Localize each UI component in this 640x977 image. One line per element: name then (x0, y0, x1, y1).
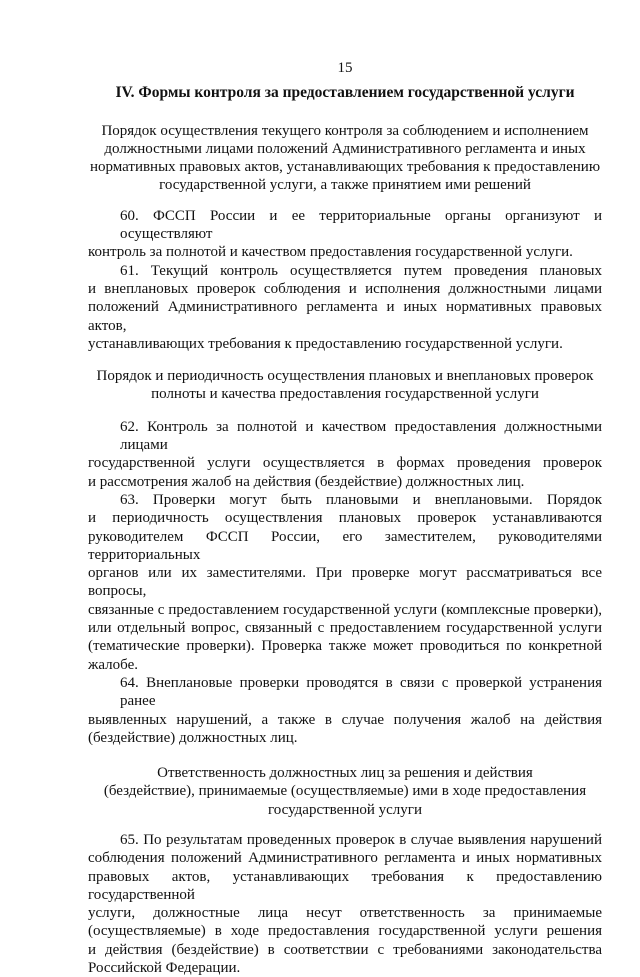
subheading-responsibility (88, 764, 602, 819)
subheading-line: государственной услуги, а также принятием ими решений (159, 177, 531, 194)
paragraph-line: 61. Текущий контроль осуществляется путем проведения плановых (120, 262, 602, 279)
paragraph-line: 64. Внеплановые проверки проводятся в связи с проверкой устранения ранее (120, 674, 602, 710)
subheading-line: нормативных правовых актов, устанавливающих требования к предоставлению (89, 159, 601, 176)
paragraph-line: связанные с предоставлением государственной услуги (комплексные проверки), (88, 601, 602, 618)
paragraph-line: (осуществляемые) в ходе предоставления государственной услуги решения (88, 923, 602, 940)
subheading-line: Порядок и периодичность осуществления плановых и внеплановых проверок (96, 368, 594, 385)
paragraph-60 (88, 207, 602, 262)
subheading-inspections (88, 367, 602, 404)
subheading-line: должностными лицами положений Административного регламента и иных (104, 140, 586, 157)
paragraph-line: (тематические проверки). Проверка также может проводиться по конкретной (88, 638, 602, 655)
paragraph-line: и внеплановых проверок соблюдения и исполнения должностными лицами (88, 280, 602, 297)
paragraph-line: руководителем ФССП России, его заместителем, руководителями территориальных (88, 528, 602, 563)
paragraph-64 (88, 674, 602, 747)
paragraph-line: и действия (бездействие) в соответствии с требованиями законодательства (88, 941, 602, 958)
paragraph-line: соблюдения положений Административного регламента и иных нормативных (88, 850, 602, 867)
paragraph-line: и рассмотрения жалоб на действия (бездействие) должностных лиц. (88, 473, 525, 490)
paragraph-line: положений Административного регламента и иных нормативных правовых актов, (88, 299, 602, 334)
paragraph-line: и периодичность осуществления плановых проверок устанавливаются (88, 510, 602, 527)
subheading-line: государственной услуги (268, 801, 422, 818)
paragraph-line: 65. По результатам проведенных проверок в случае выявления нарушений (120, 831, 602, 848)
paragraph-63 (88, 491, 602, 674)
paragraph-61 (88, 262, 602, 353)
paragraph-line: Российской Федерации. (88, 960, 241, 977)
paragraph-line: органов или их заместителями. При проверке могут рассматриваться все вопросы, (88, 565, 602, 600)
page-number: 15 (337, 60, 353, 76)
subheading-line: Ответственность должностных лиц за решения и действия (157, 765, 533, 782)
section-heading (88, 84, 602, 102)
paragraph-line: выявленных нарушений, а также в случае получения жалоб на действия (88, 711, 602, 728)
paragraph-line: или отдельный вопрос, связанный с предоставлением государственной услуги (88, 620, 602, 637)
paragraph-line: государственной услуги осуществляется в формах проведения проверок (88, 455, 602, 472)
paragraph-65 (88, 831, 602, 977)
heading-text: IV. Формы контроля за предоставлением государственной услуги (115, 84, 575, 102)
subheading-current-control (88, 122, 602, 195)
document-page (88, 59, 602, 977)
subheading-line: (бездействие), принимаемые (осуществляемые) ими в ходе предоставления (103, 783, 587, 800)
paragraph-62 (88, 418, 602, 491)
paragraph-line: устанавливающих требования к предоставлению государственной услуги. (88, 335, 563, 352)
subheading-line: полноты и качества предоставления государственной услуги (151, 386, 539, 403)
paragraph-line: 63. Проверки могут быть плановыми и внеплановыми. Порядок (120, 491, 602, 508)
subheading-line: Порядок осуществления текущего контроля за соблюдением и исполнением (101, 122, 589, 139)
paragraph-line: (бездействие) должностных лиц. (88, 729, 298, 746)
paragraph-line: контроль за полнотой и качеством предоставления государственной услуги. (88, 244, 573, 261)
paragraph-line: жалобе. (88, 656, 138, 673)
paragraph-line: 62. Контроль за полнотой и качеством предоставления должностными лицами (120, 418, 602, 454)
paragraph-line: 60. ФССП России и ее территориальные органы организуют и осуществляют (120, 207, 602, 243)
paragraph-line: правовых актов, устанавливающих требования к предоставлению государственной (88, 868, 602, 903)
paragraph-line: услуги, должностные лица несут ответственность за принимаемые (88, 905, 602, 922)
